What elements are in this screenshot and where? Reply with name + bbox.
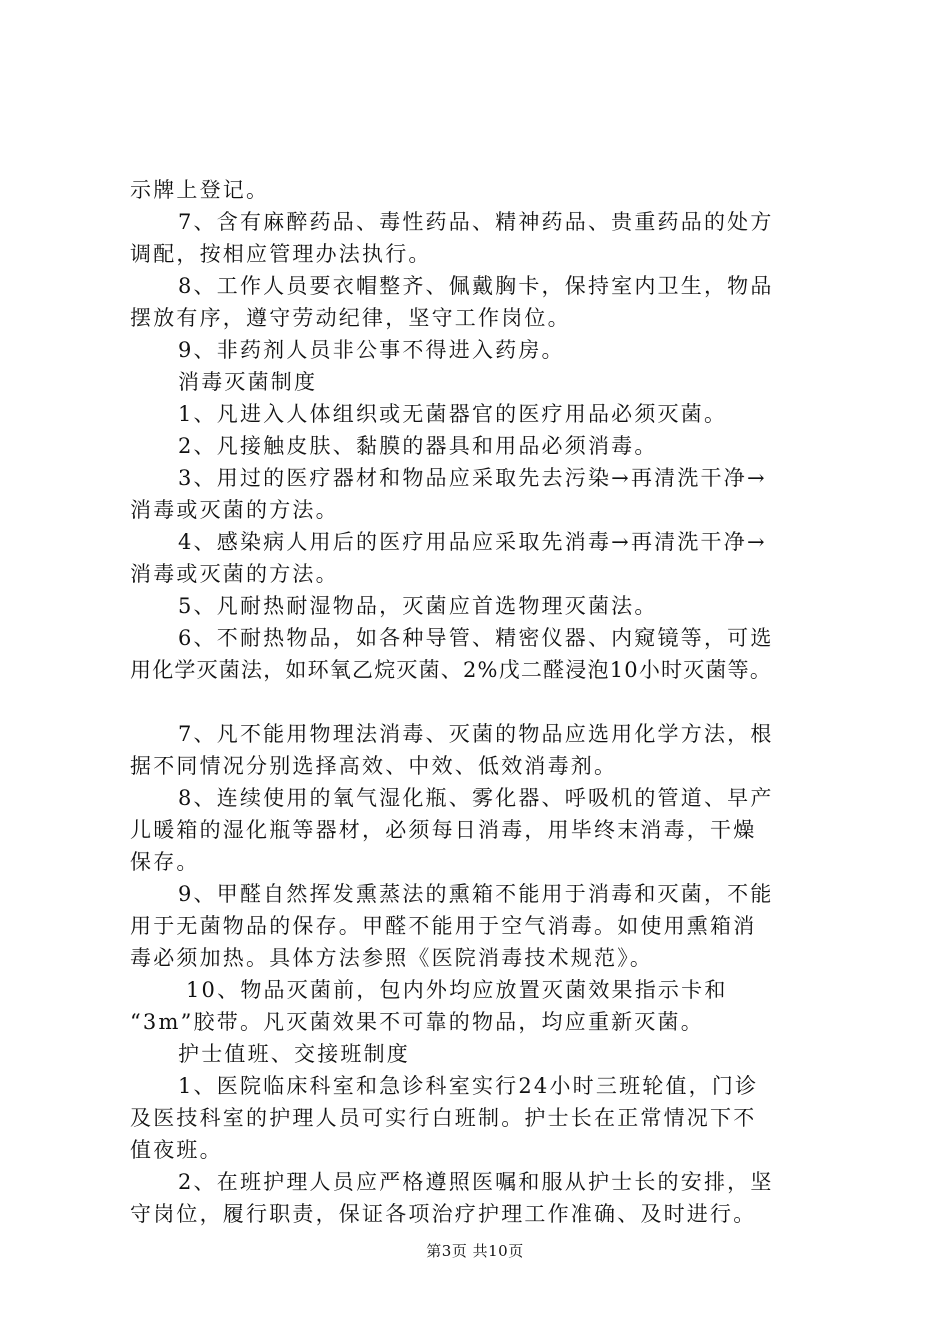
text-line: 毒必须加热。具体方法参照《医院消毒技术规范》。: [130, 946, 654, 970]
text-line: 7、含有麻醉药品、毒性药品、精神药品、贵重药品的处方: [178, 210, 774, 234]
section-heading: 消毒灭菌制度: [178, 370, 318, 394]
text-line: 2、凡接触皮肤、黏膜的器具和用品必须消毒。: [178, 434, 658, 458]
section-heading: 护士值班、交接班制度: [178, 1042, 410, 1066]
text-line: 用于无菌物品的保存。甲醛不能用于空气消毒。如使用熏箱消: [130, 914, 757, 938]
text-line: 据不同情况分别选择高效、中效、低效消毒剂。: [130, 754, 618, 778]
text-line: 8、连续使用的氧气湿化瓶、雾化器、呼吸机的管道、早产: [178, 786, 774, 810]
text-line: 6、不耐热物品，如各种导管、精密仪器、内窥镜等，可选: [178, 626, 774, 650]
text-line: 1、凡进入人体组织或无菌器官的医疗用品必须灭菌。: [178, 402, 728, 426]
text-line: 1、医院临床科室和急诊科室实行24小时三班轮值，门诊: [178, 1074, 759, 1098]
text-line: 守岗位，履行职责，保证各项治疗护理工作准确、及时进行。: [130, 1202, 757, 1226]
text-line: 保存。: [130, 850, 200, 874]
text-line: 4、感染病人用后的医疗用品应采取先消毒→再清洗干净→: [178, 530, 767, 554]
text-line: 9、非药剂人员非公事不得进入药房。: [178, 338, 565, 362]
text-line: 及医技科室的护理人员可实行白班制。护士长在正常情况下不: [130, 1106, 757, 1130]
text-line: 摆放有序，遵守劳动纪律，坚守工作岗位。: [130, 306, 571, 330]
text-line: 8、工作人员要衣帽整齐、佩戴胸卡，保持室内卫生，物品: [178, 274, 774, 298]
blank-line: [130, 686, 842, 718]
text-line: 2、在班护理人员应严格遵照医嘱和服从护士长的安排，坚: [178, 1170, 774, 1194]
text-line: “3m”胶带。凡灭菌效果不可靠的物品，均应重新灭菌。: [130, 1010, 704, 1034]
text-line: 示牌上登记。: [130, 178, 270, 202]
text-line: 用化学灭菌法，如环氧乙烷灭菌、2%戊二醛浸泡10小时灭菌等。: [130, 658, 773, 682]
text-line: 10、物品灭菌前，包内外均应放置灭菌效果指示卡和: [186, 978, 728, 1002]
text-line: 3、用过的医疗器材和物品应采取先去污染→再清洗干净→: [178, 466, 767, 490]
text-line: 儿暖箱的湿化瓶等器材，必须每日消毒，用毕终末消毒，干燥: [130, 818, 757, 842]
document-body: [130, 174, 842, 1230]
text-line: 7、凡不能用物理法消毒、灭菌的物品应选用化学方法，根: [178, 722, 774, 746]
text-line: 5、凡耐热耐湿物品，灭菌应首选物理灭菌法。: [178, 594, 658, 618]
page-number: 第3页 共10页: [426, 1242, 524, 1260]
text-line: 消毒或灭菌的方法。: [130, 562, 339, 586]
text-line: 消毒或灭菌的方法。: [130, 498, 339, 522]
text-line: 调配，按相应管理办法执行。: [130, 242, 432, 266]
text-line: 9、甲醛自然挥发熏蒸法的熏箱不能用于消毒和灭菌，不能: [178, 882, 774, 906]
text-line: 值夜班。: [130, 1138, 223, 1162]
